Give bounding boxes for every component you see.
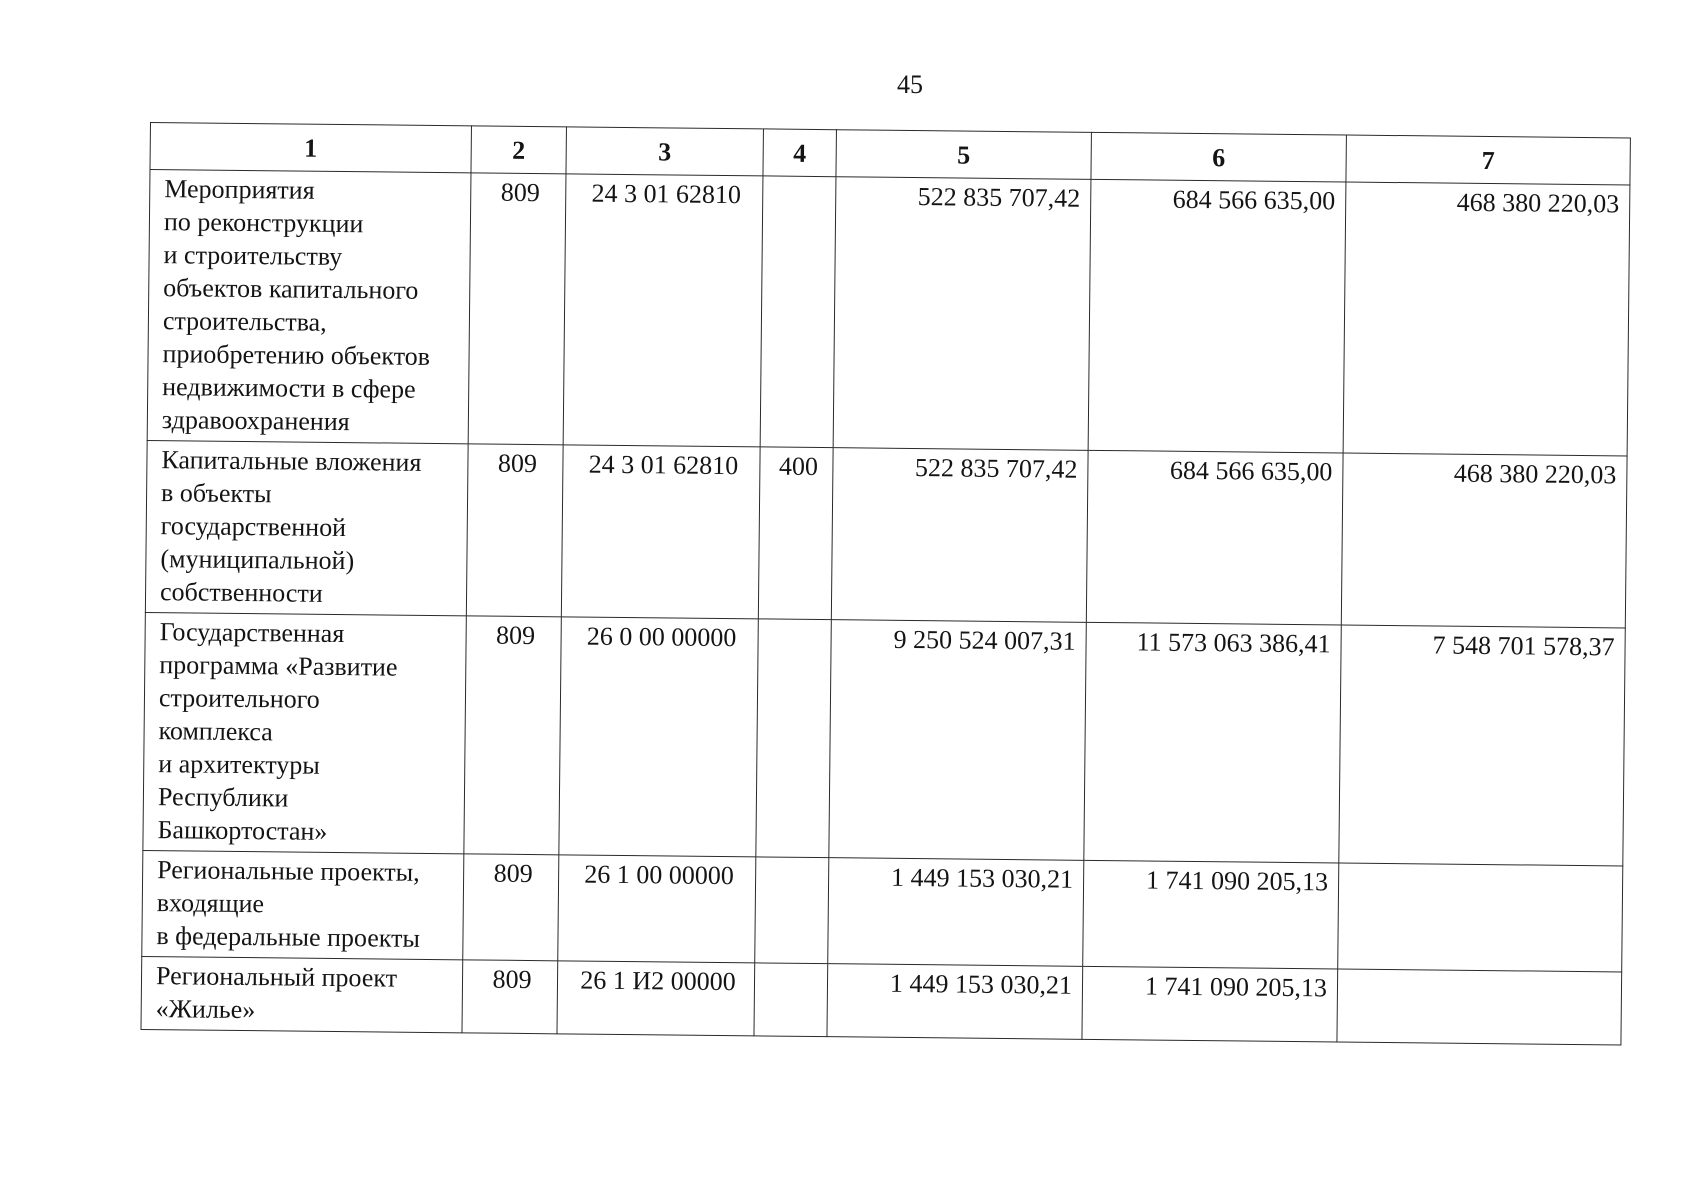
amount-col6-cell: 684 566 635,00 (1086, 450, 1343, 625)
row-name-line: строительного (158, 683, 320, 714)
amount-col5-cell: 9 250 524 007,31 (829, 620, 1086, 861)
row-name-line: Капитальные вложения (161, 445, 422, 477)
expense-type-cell (760, 176, 836, 448)
row-name-line: (муниципальной) (160, 544, 355, 576)
row-name-line: объектов капитального (163, 273, 419, 305)
table-row (141, 956, 1622, 1044)
row-name-cell (147, 170, 471, 444)
department-code-cell: 809 (463, 854, 559, 961)
column-header-1: 1 (150, 123, 471, 173)
row-name-line: государственной (160, 511, 347, 543)
amount-col7-cell: 468 380 220,03 (1343, 182, 1630, 456)
target-article-cell: 26 1 И2 00000 (557, 961, 755, 1036)
row-name-cell (141, 956, 463, 1032)
expense-type-cell (754, 963, 828, 1037)
amount-col5-cell: 522 835 707,42 (833, 177, 1091, 451)
expense-type-cell: 400 (758, 447, 833, 620)
row-name-line: недвижимости в сфере (162, 372, 416, 404)
department-code-cell: 809 (464, 616, 561, 855)
budget-table-container (140, 122, 1629, 1045)
row-name-line: Мероприятия (164, 174, 315, 205)
row-name-line: Республики (157, 782, 289, 813)
row-name-line: Региональный проект (155, 961, 398, 993)
amount-col5-cell: 1 449 153 030,21 (827, 964, 1083, 1040)
target-article-cell: 26 0 00 00000 (559, 617, 758, 857)
row-name-line: в объекты (160, 478, 272, 509)
row-name-line: здравоохранения (161, 405, 350, 437)
row-name-line: по реконструкции (163, 207, 364, 239)
amount-col7-cell: 468 380 220,03 (1341, 453, 1627, 628)
target-article-cell: 24 3 01 62810 (561, 445, 760, 619)
department-code-cell: 809 (466, 444, 563, 617)
row-name-cell (143, 612, 466, 853)
expense-type-cell (756, 619, 831, 858)
row-name-line: Башкортостан» (157, 815, 328, 846)
amount-col5-cell: 522 835 707,42 (831, 448, 1088, 623)
table-row (147, 170, 1630, 456)
amount-col6-cell: 1 741 090 205,13 (1083, 860, 1339, 969)
row-name-line: программа «Развитие (159, 650, 398, 682)
column-header-7: 7 (1346, 135, 1630, 185)
row-name-line: Государственная (159, 617, 345, 649)
row-name-line: строительства, (162, 306, 327, 337)
column-header-5: 5 (836, 130, 1091, 180)
column-header-6: 6 (1091, 132, 1346, 182)
row-name-cell (145, 440, 468, 615)
amount-col5-cell: 1 449 153 030,21 (828, 858, 1084, 967)
target-article-cell: 24 3 01 62810 (563, 174, 763, 447)
department-code-cell: 809 (468, 173, 566, 445)
row-name-line: Региональные проекты, (157, 855, 420, 887)
target-article-cell: 26 1 00 00000 (558, 855, 756, 963)
table-row (143, 612, 1625, 865)
row-name-line: комплекса (158, 716, 273, 747)
budget-table (140, 122, 1630, 1045)
table-row (142, 850, 1623, 971)
row-name-line: входящие (156, 888, 265, 919)
amount-col7-cell: 7 548 701 578,37 (1339, 625, 1625, 866)
amount-col6-cell: 11 573 063 386,41 (1084, 622, 1341, 863)
department-code-cell: 809 (462, 960, 558, 1034)
row-name-line: в федеральные проекты (156, 921, 421, 953)
column-header-4: 4 (763, 129, 836, 177)
amount-col6-cell: 1 741 090 205,13 (1082, 966, 1338, 1042)
expense-type-cell (755, 857, 829, 964)
row-name-line: и архитектуры (158, 749, 320, 780)
column-header-2: 2 (471, 126, 566, 174)
amount-col6-cell: 684 566 635,00 (1088, 179, 1346, 453)
column-header-3: 3 (566, 127, 763, 176)
row-name-line: собственности (159, 577, 323, 608)
amount-col7-cell (1338, 863, 1623, 972)
row-name-line: и строительству (163, 240, 343, 272)
page-number: 45 (897, 70, 923, 99)
table-row (145, 440, 1627, 627)
amount-col7-cell (1337, 969, 1622, 1045)
row-name-cell (142, 850, 464, 959)
row-name-line: «Жилье» (155, 994, 256, 1025)
row-name-line: приобретению объектов (162, 339, 431, 371)
